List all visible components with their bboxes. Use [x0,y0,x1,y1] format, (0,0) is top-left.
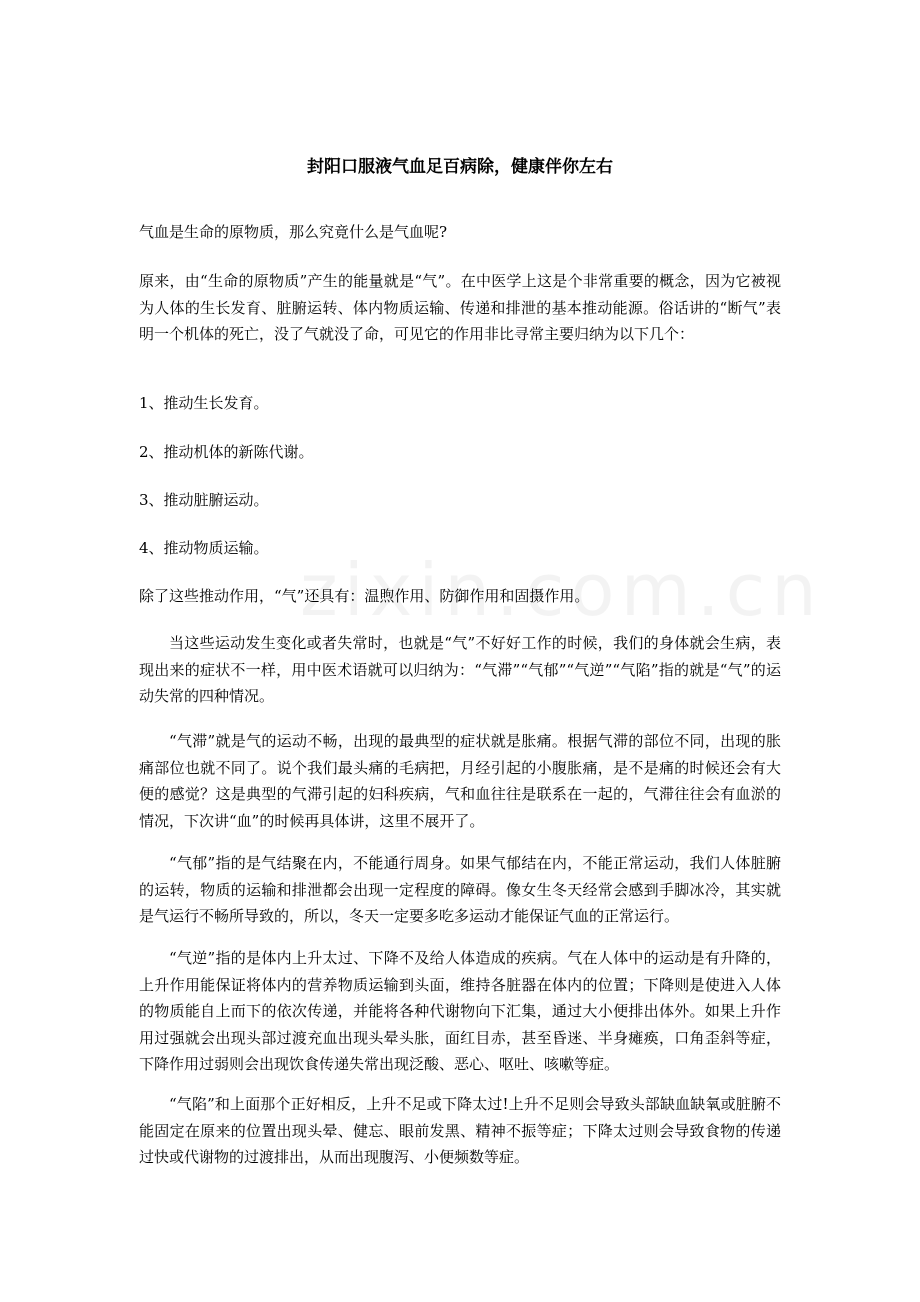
paragraph-other-functions: 除了这些推动作用，“气”还具有：温煦作用、防御作用和固摄作用。 [139,587,590,605]
list-item-1: 1、推动生长发育。 [139,394,269,412]
document-title: 封阳口服液气血足百病除，健康伴你左右 [307,157,613,177]
paragraph-intro: 气血是生命的原物质，那么究竟什么是气血呢? [139,223,448,241]
paragraph-qi-reversal: “气逆”指的是体内上升太过、下降不及给人体造成的疾病。气在人体中的运动是有升降的，上升作用能保证将体内的营养物质运输到头面，维持各脏器在体内的位置；下降则是使进入人体的物质能自上而下的依次传递，并能将各种代谢物向下汇集，通过大小便排出体外。如果上升作用过强就会出现头部过渡充血出现头晕头胀，面红目赤，甚至昏迷、半身瘫痪，口角歪斜等症，下降作用过弱则会出现饮食传递失常出现泛酸、恶心、呕吐、咳嗽等症。 [139,949,781,1073]
paragraph-origin: 原来，由“生命的原物质”产生的能量就是“气”。在中医学上这是个非常重要的概念，因为它被视为人体的生长发育、脏腑运转、体内物质运输、传递和排泄的基本推动能源。俗话讲的“断气”表明一个机体的死亡，没了气就没了命，可见它的作用非比寻常主要归纳为以下几个： [139,272,781,343]
paragraph-qi-depression: “气郁”指的是气结聚在内，不能通行周身。如果气郁结在内，不能正常运动，我们人体脏腑的运转，物质的运输和排泄都会出现一定程度的障碍。像女生冬天经常会感到手脚冰冷，其实就是气运行不畅所导致的，所以，冬天一定要多吃多运动才能保证气血的正常运行。 [139,854,781,925]
paragraph-qi-sinking: “气陷”和上面那个正好相反，上升不足或下降太过!上升不足则会导致头部缺血缺氧或脏腑不能固定在原来的位置出现头晕、健忘、眼前发黑、精神不振等症；下降太过则会导致食物的传递过快或代谢物的过渡排出，从而出现腹泻、小便频数等症。 [139,1095,781,1166]
paragraph-four-abnormalities: 当这些运动发生变化或者失常时，也就是“气”不好好工作的时候，我们的身体就会生病，表现出来的症状不一样，用中医术语就可以归纳为：“气滞”“气郁”“气逆”“气陷”指的就是“气”的运动失常的四种情况。 [139,634,781,705]
list-item-4: 4、推动物质运输。 [139,539,269,557]
list-item-2: 2、推动机体的新陈代谢。 [139,443,314,461]
list-item-3: 3、推动脏腑运动。 [139,491,269,509]
paragraph-qi-stagnation: “气滞”就是气的运动不畅，出现的最典型的症状就是胀痛。根据气滞的部位不同，出现的胀痛部位也就不同了。说个我们最头痛的毛病把，月经引起的小腹胀痛，是不是痛的时候还会有大便的感觉？这是典型的气滞引起的妇科疾病，气和血往往是联系在一起的，气滞往往会有血淤的情况，下次讲“血”的时候再具体讲，这里不展开了。 [139,732,781,830]
